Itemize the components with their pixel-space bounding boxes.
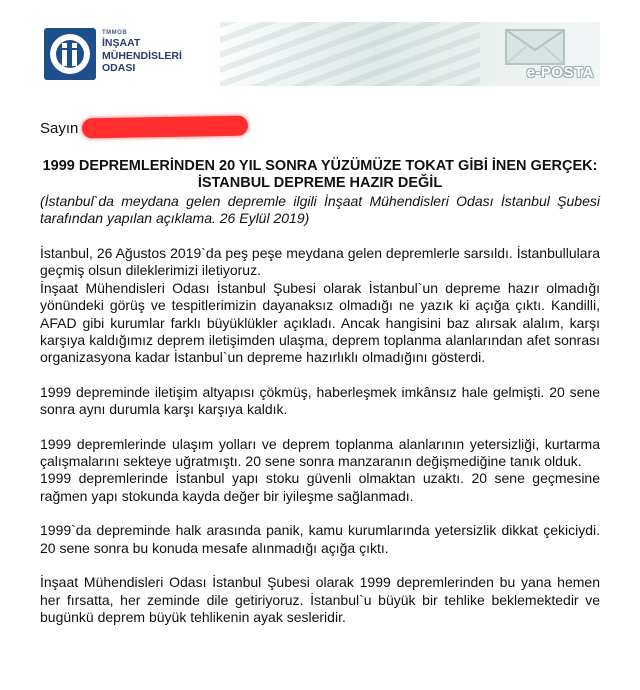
paragraph-3: 1999 depreminde iletişim altyapısı çökmüş, haberleşmek imkânsız hale gelmişti. 20 sene sonra aynı durumla karşı karşıya kaldık. bbox=[40, 383, 600, 418]
logo-line-3: ODASI bbox=[102, 62, 136, 74]
logo-text bbox=[102, 30, 182, 74]
greeting-salutation: Sayın bbox=[40, 120, 79, 137]
headline-line-1: 1999 DEPREMLERİNDEN 20 YIL SONRA YÜZÜMÜZE TOKAT GİBİ İNEN GERÇEK: bbox=[42, 158, 598, 174]
paragraph-6: 1999`da depreminde halk arasında panik, kamu kurumlarında yetersizlik dikkat çekiciydi. 20 sene sonra bu konuda mesafe alınmadığı açığa çıktı. bbox=[40, 522, 600, 556]
paragraph-7: İnşaat Mühendisleri Odası İstanbul Şubesi olarak 1999 depremlerinden bu yana hemen her fırsatta, her zeminde dile getiriyoruz. İstanbul`u büyük bir tehlike beklemektedir ve bugünkü deprem büyük tehlikenin ayak sesleridir. bbox=[40, 574, 600, 625]
paragraph-2: İnşaat Mühendisleri Odası İstanbul Şubesi olarak İstanbul`un depreme hazır olmadığı yönündeki görüş ve tespitlerimizin dayanaksız olmadığı ne yazık ki açığa çıktı. Kandilli, AFAD gibi kurumlar farklı büyüklükler açıkladı. Ancak hangisini baz alırsak alalım, karşı karşıya kaldığımız deprem iletişimden ulaşma, deprem toplanma alanlarından afet sonrası organizasyona kadar İstanbul`un depreme hazırlıklı olmadığını gösterdi. bbox=[40, 279, 600, 366]
article-headline bbox=[40, 158, 600, 192]
logo-line-1: İNŞAAT bbox=[102, 37, 141, 49]
article-subtitle: (İstanbul`da meydana gelen depremle ilgili İnşaat Mühendisleri Odası İstanbul Şubesi tarafından yapılan açıklama. 26 Eylül 2019) bbox=[40, 193, 600, 226]
logo-small-text: TMMOB bbox=[102, 30, 128, 36]
headline-line-2: İSTANBUL DEPREME HAZIR DEĞİL bbox=[197, 175, 443, 191]
paragraph-4: 1999 depremlerinde ulaşım yolları ve deprem toplanma alanlarının yetersizliği, kurtarma çalışmalarını sekteye uğratmıştı. 20 sene sonra manzaranın değişmediğine tanık olduk. bbox=[40, 435, 600, 470]
redacted-recipient-name bbox=[82, 116, 248, 139]
email-header-banner bbox=[40, 22, 600, 86]
article-body bbox=[40, 245, 600, 626]
epost-label: e-POSTA bbox=[526, 64, 594, 81]
paragraph-1: İstanbul, 26 Ağustos 2019`da peş peşe meydana gelen depremlerle sarsıldı. İstanbullulara geçmiş olsun dileklerimizi iletiyoruz. bbox=[40, 245, 600, 279]
imo-logo-icon bbox=[44, 28, 96, 80]
envelope-icon bbox=[504, 28, 566, 66]
banner-stripes bbox=[220, 22, 480, 86]
paragraph-5: 1999 depremlerinde İstanbul yapı stoku güvenli olmaktan uzaktı. 20 sene geçmesine rağmen yapı stokunda kayda değer bir iyileşme sağlanmadı. bbox=[40, 470, 600, 504]
logo-line-2: MÜHENDİSLERİ bbox=[102, 49, 182, 62]
